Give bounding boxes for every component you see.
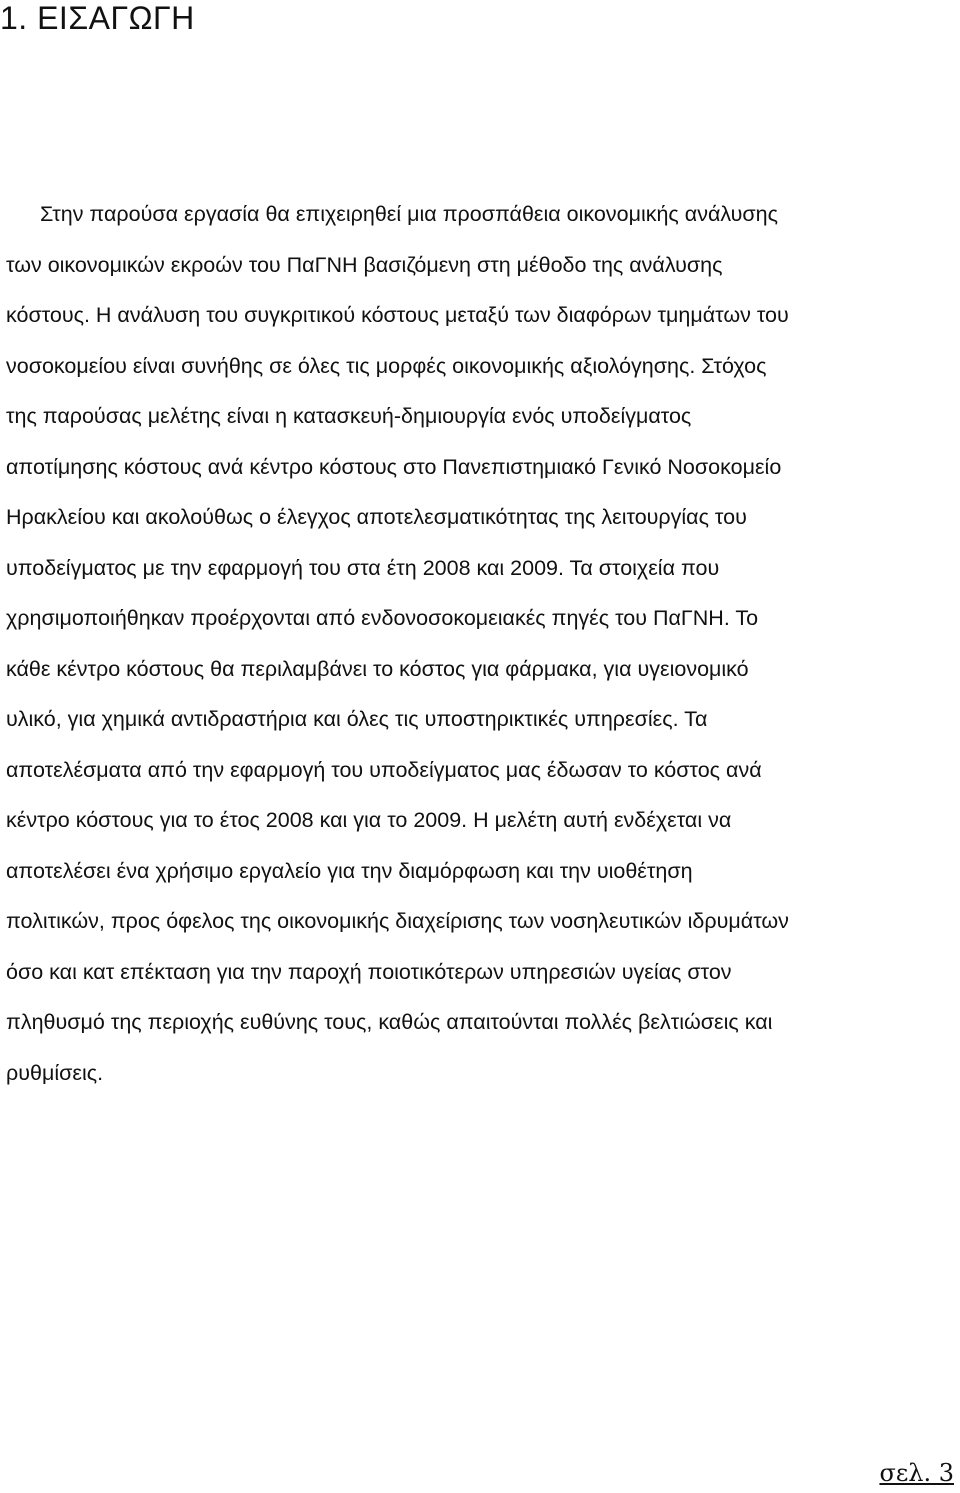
paragraph-line: υποδείγματος με την εφαρμογή του στα έτη 2008 και 2009. Τα στοιχεία που <box>6 555 720 580</box>
paragraph-line: πολιτικών, προς όφελος της οικονομικής διαχείρισης των νοσηλευτικών ιδρυμάτων <box>6 909 789 933</box>
introduction-paragraph <box>6 189 956 1098</box>
paragraph-line: αποτελέσει ένα χρήσιμο εργαλείο για την διαμόρφωση και την υιοθέτηση <box>6 858 693 883</box>
paragraph-line: χρησιμοποιήθηκαν προέρχονται από ενδονοσοκομειακές πηγές του ΠαΓΝΗ. Το <box>6 606 759 630</box>
section-heading: 1. ΕΙΣΑΓΩΓΗ <box>0 0 195 36</box>
paragraph-line: κέντρο κόστους για το έτος 2008 και για το 2009. Η μελέτη αυτή ενδέχεται να <box>6 808 732 832</box>
paragraph-line: αποτελέσματα από την εφαρμογή του υποδείγματος μας έδωσαν το κόστος ανά <box>6 757 762 782</box>
paragraph-line: πληθυσμό της περιοχής ευθύνης τους, καθώς απαιτούνται πολλές βελτιώσεις και <box>6 1010 773 1034</box>
paragraph-line: ρυθμίσεις. <box>6 1060 104 1085</box>
paragraph-line: της παρούσας μελέτης είναι η κατασκευή-δημιουργία ενός υποδείγματος <box>6 404 692 428</box>
paragraph-line: υλικό, για χημικά αντιδραστήρια και όλες τις υποστηρικτικές υπηρεσίες. Τα <box>6 707 708 731</box>
paragraph-line: κόστους. Η ανάλυση του συγκριτικού κόστους μεταξύ των διαφόρων τμημάτων του <box>6 303 789 327</box>
paragraph-line: Στην παρούσα εργασία θα επιχειρηθεί μια προσπάθεια οικονομικής ανάλυσης <box>40 202 778 226</box>
paragraph-line: κάθε κέντρο κόστους θα περιλαμβάνει το κόστος για φάρμακα, για υγειονομικό <box>6 656 749 681</box>
paragraph-line: όσο και κατ επέκταση για την παροχή ποιοτικότερων υπηρεσιών υγείας στον <box>6 959 732 984</box>
paragraph-line: των οικονομικών εκροών του ΠαΓΝΗ βασιζόμενη στη μέθοδο της ανάλυσης <box>6 252 723 277</box>
paragraph-line: αποτίμησης κόστους ανά κέντρο κόστους στο Πανεπιστημιακό Γενικό Νοσοκομείο <box>6 454 782 479</box>
page-number: σελ. 3 <box>879 1459 954 1487</box>
paragraph-line: Ηρακλείου και ακολούθως ο έλεγχος αποτελεσματικότητας της λειτουργίας του <box>6 505 747 529</box>
paragraph-line: νοσοκομείου είναι συνήθης σε όλες τις μορφές οικονομικής αξιολόγησης. Στόχος <box>6 353 767 378</box>
